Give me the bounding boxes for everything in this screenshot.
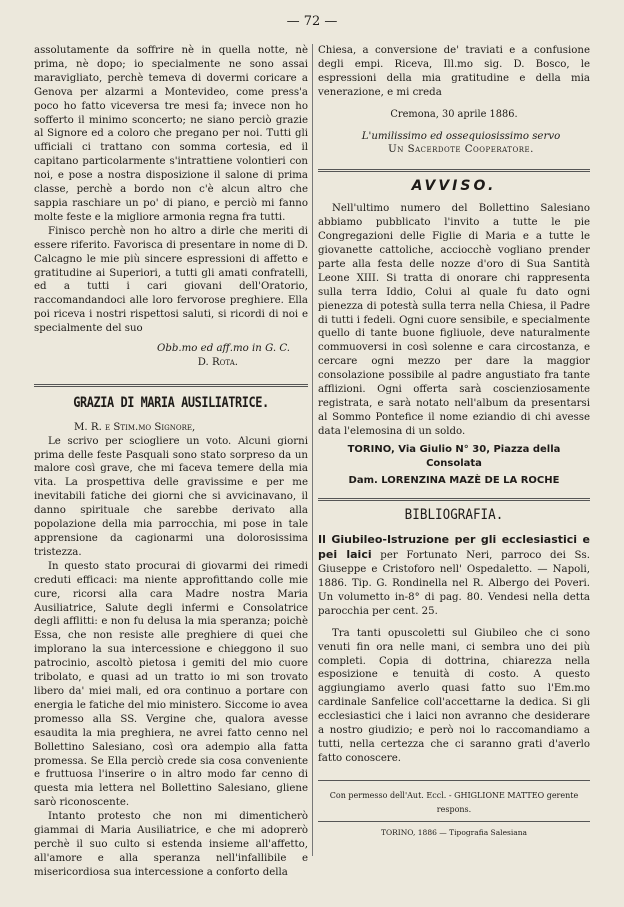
address-line-1: TORINO, Via Giulio N° 30, Piazza della Consolata: [347, 443, 561, 469]
left-column: [34, 44, 308, 880]
address-line-2: Dam. LORENZINA MAZÈ DE LA ROCHE: [348, 475, 560, 487]
section-divider: [318, 169, 590, 172]
book-details: per Fortunato Neri, parroco dei Ss. Giuseppe e Cristoforo nell' Ospedaletto. — Napoli, 1886. Tip. G. Rondinella nel R. Albergo dei Poveri. Un volumetto in-8° di pag. 80. Vendesi nella detta parocchia per cent. 25.: [318, 550, 590, 617]
grazia-paragraph: Intanto protesto che non mi dimenticherò giammai di Maria Ausiliatrice, e che mi adoprerò perchè il suo culto si estenda insieme all'affetto, all'amore e alla speranza nell'infallibile e misericordiosa sua intercessione a conforto della: [34, 811, 308, 878]
author: Un Sacerdote Cooperatore.: [388, 144, 534, 156]
footer-divider: [318, 780, 590, 781]
place-date: Cremona, 30 aprile 1886.: [390, 108, 518, 120]
bibliografia-title: BIBLIOGRAFIA.: [404, 507, 504, 524]
footer-divider: [318, 821, 590, 822]
address-line: [318, 443, 590, 471]
grazia-paragraph: Le scrivo per sciogliere un voto. Alcuni giorni prima delle feste Pasquali sono stato sorpreso da un malore così grave, che mi faceva temere della mia vita. La prospettiva delle gravissime e per me inevitabili fatiche dei giorni che si avvicinavano, il danno spirituale che sarebbe derivato alla popolazione della mia parrocchia, mi pose in tale apprensione da cagionarmi una dolorosissima tristezza.: [34, 435, 308, 558]
grazia-paragraph: In questo stato procurai di giovarmi dei rimedi creduti efficaci: ma niente approfittando colle mie cure, ricorsi alla cara Madre nostra Maria Ausiliatrice, Salute degli infermi e Consolatrice degli afflitti: e non fu delusa la mia speranza; poichè Essa, che non resiste alle preghiere di quei che implorano la sua intercessione e chieggono il suo patrocinio, ascoltò pietosa i gemiti del mio cuore tribolato, e quasi ad un tratto io mi son trovato libero da' miei mali, ed ora continuo a portare con energia le fatiche del mio ministero. Siccome io avea promesso alla SS. Vergine che, qualora avesse esaudita la mia preghiera, ne avrei fatto cenno nel Bollettino Salesiano, così ora adempio alla fatta promessa. Se Ella perciò crede sia cosa conveniente e fruttuosa l'inserire o in altro modo far cenno di questa mia lettera nel Bollettino Salesiano, gliene sarò riconoscente.: [34, 560, 308, 809]
footer-printer: TORINO, 1886 — Tipografia Salesiana: [380, 827, 528, 837]
book-title: Il Giubileo-Istruzione per gli ecclesiastici e pei laici: [318, 533, 590, 562]
signature-name: D. Rota.: [197, 356, 238, 368]
page-number: — 72 —: [286, 14, 338, 29]
column-divider: [312, 44, 313, 856]
continuation-paragraph: Chiesa, a conversione de' traviati e a confusione degli empi. Riceva, Ill.mo sig. D. Bosco, le espressioni della mia gratitudine e della mia venerazione, e mi creda: [318, 45, 590, 98]
right-column: [318, 44, 590, 842]
biblio-paragraph: Tra tanti opuscoletti sul Giubileo che ci sono venuti fin ora nelle mani, ci sembra uno dei più completi. Copia di dottrina, chiarezza nella esposizione e tenuità di costo. A questo aggiungiamo averlo quasi fatto suo l'Em.mo cardinale Sanfelice coll'accettarne la dedica. Si gli ecclesiastici che i laici non avranno che desiderare a nostro giudizio; e però noi lo raccomandiamo a tutti, nella certezza che ci saranno grati d'averlo fatto conoscere.: [318, 627, 590, 764]
address-line: [318, 474, 590, 488]
avviso-paragraph: Nell'ultimo numero del Bollettino Salesiano abbiamo pubblicato l'invito a tutte le pie Congregazioni delle Figlie di Maria e a tutte le giovanette cattoliche, acciocchè vogliano prender parte alla festa delle nozze d'oro di Sua Santità Leone XIII. Si tratta di onorare chi rappresenta sulla terra Iddio, Colui al quale fu dato ogni pienezza di potestà sulla terra nella Chiesa, il Padre di tutti i fedeli. Ogni cuore sensibile, e specialmente quello di tante buone figliuole, deve naturalmente commuoversi in così solenne e cara circostanza, e cercare ogni mezzo per dare la maggior consolazione possibile al padre angustiato fra tante afflizioni. Ogni offerta sarà coscienziosamente registrata, e sarà notato nell'album da presentarsi al Sommo Pontefice il nome eziandio di chi avesse data l'elemosina di un soldo.: [318, 203, 590, 437]
letter-paragraph: Finisco perchè non ho altro a dirle che meriti di essere riferito. Favorisca di presentare in nome di D. Calcagno le mie più sincere espressioni di affetto e gratitudine ai Superiori, a tutti gli amati confratelli, ed a tutti i cari giovani dell'Oratorio, raccomandandoci alle loro fervorose preghiere. Ella poi riceva i nostri rispettosi saluti, si ricordi di noi e specialmente del suo: [34, 225, 308, 335]
signature: Obb.mo ed aff.mo in G. C.: [157, 343, 290, 355]
greeting: M. R. e Stim.mo Signore,: [74, 421, 196, 433]
book-entry: [318, 533, 590, 618]
footer-permission: Con permesso dell'Aut. Eccl. - GHIGLIONE MATTEO gerente respons.: [329, 790, 579, 814]
avviso-title: AVVISO.: [411, 178, 497, 195]
section-divider: [318, 498, 590, 501]
letter-paragraph: assolutamente da soffrire nè in quella notte, nè prima, nè dopo; io specialmente ne sono assai maravigliato, perchè temeva di dovermi coricare a Genova per alzarmi a Montevideo, come press'a poco ho fatto viceversa tre mesi fa; invece non ho sofferto il minimo sconcerto; ne siano perciò grazie al Signore ed a coloro che pregano per noi. Tutti gli ufficiali ci trattano con somma cortesia, ed il capitano particolarmente s'intrattiene volontieri con noi, e pose a nostra disposizione il salone di prima classe, perchè a bordo non c'è alcun altro che sappia raschiare un po' di piano, e perciò mi fanno molte feste e la migliore armonia regna fra tutti.: [34, 45, 308, 223]
dedication: L'umilissimo ed ossequiosissimo servo: [361, 130, 561, 142]
section-divider: [34, 384, 308, 387]
grazia-title: GRAZIA DI MARIA AUSILIATRICE.: [73, 394, 269, 411]
